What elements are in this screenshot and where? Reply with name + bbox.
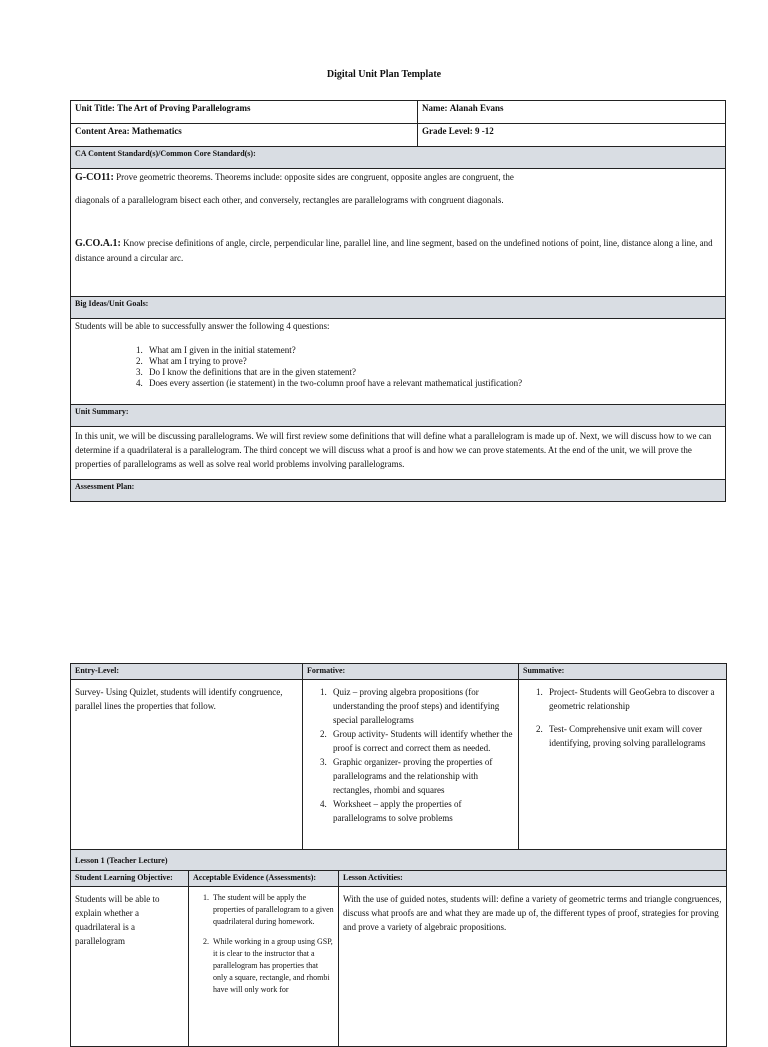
list-item: 1. Quiz – proving algebra propositions (for understanding the proof steps) and identifying special parallelograms [329,685,514,727]
standards-content [71,169,726,297]
g-co11-code: G-CO11: [75,172,114,183]
name-label: Name: [422,103,448,113]
g-coa1-code: G.CO.A.1: [75,238,121,249]
big-ideas-content [71,319,726,405]
summative-cell [519,680,727,850]
activities-text: With the use of guided notes, students will: define a variety of geometric terms and triangle congruences, discuss what proofs are and what they are made up of, the different types of proof, strategies for proving and prove a variety of algebraic propositions. [339,887,727,1047]
unit-plan-table [70,100,726,502]
unit-title-value: The Art of Proving Parallelograms [117,103,251,113]
objective-text: Students will be able to explain whether a quadrilateral is a parallelogram [71,887,189,1047]
assessment-plan-header: Assessment Plan: [71,480,726,502]
formative-list [307,685,514,825]
list-item: 1. What am I given in the initial statement? [145,345,721,356]
unit-title-cell [71,101,418,124]
big-ideas-intro: Students will be able to successfully answer the following 4 questions: [75,321,330,331]
summative-list [523,685,722,750]
list-item: 2. What am I trying to prove? [145,356,721,367]
entry-level-text: Survey- Using Quizlet, students will identify congruence, parallel lines the properties that follow. [71,680,303,850]
list-item: 2. Group activity- Students will identify whether the proof is correct and correct them as needed. [329,727,514,755]
formative-header: Formative: [303,664,519,680]
list-item: 1. The student will be apply the properties of parallelogram to a given quadrilateral during homework. [211,892,334,928]
standards-header: CA Content Standard(s)/Common Core Standard(s): [71,147,726,169]
content-area-value: Mathematics [131,126,182,136]
entry-level-header: Entry-Level: [71,664,303,680]
list-item: 3. Do I know the definitions that are in the given statement? [145,367,721,378]
document-title: Digital Unit Plan Template [326,69,442,80]
g-coa1-text: Know precise definitions of angle, circle, perpendicular line, parallel line, and line segment, based on the undefined notions of point, line, distance along a line, and distance around a circular arc. [75,238,713,263]
formative-cell [303,680,519,850]
unit-summary-header: Unit Summary: [71,405,726,427]
content-area-cell [71,124,418,147]
unit-title-label: Unit Title: [75,103,115,113]
list-item: 1. Project- Students will GeoGebra to discover a geometric relationship [545,685,722,713]
grade-level-cell [418,124,726,147]
list-item: 2. While working in a group using GSP, it is clear to the instructor that a parallelogram has properties that only a square, rectangle, and rhombi have will only work for [211,936,334,996]
big-ideas-header: Big Ideas/Unit Goals: [71,297,726,319]
name-value: Alanah Evans [449,103,504,113]
list-item: 4. Worksheet – apply the properties of parallelograms to solve problems [329,797,514,825]
evidence-header: Acceptable Evidence (Assessments): [189,871,339,887]
list-item: 3. Graphic organizer- proving the properties of parallelograms and the relationship with rectangles, rhombi and squares [329,755,514,797]
content-area-label: Content Area: [75,126,130,136]
unit-summary-text: In this unit, we will be discussing parallelograms. We will first review some definitions that will define what a parallelogram is made up of. Next, we will discuss how to we can determine if a quadrilateral is a parallelogram. The third concept we will discuss what a proof is and how we can prove statements. At the end of the unit, we will prove the properties of parallelograms as well as solve real world problems involving parallelograms. [71,427,726,480]
grade-level-label: Grade Level: [422,126,473,136]
g-co11-text-2: diagonals of a parallelogram bisect each other, and conversely, rectangles are parallelograms with congruent diagonals. [75,195,504,205]
questions-list [75,345,721,389]
g-co11-text-1: Prove geometric theorems. Theorems include: opposite sides are congruent, opposite angles are congruent, the [116,172,514,182]
list-item: 4. Does every assertion (ie statement) in the two-column proof have a relevant mathematical justification? [145,378,721,389]
evidence-list [193,892,334,996]
objective-header: Student Learning Objective: [71,871,189,887]
activities-header: Lesson Activities: [339,871,727,887]
assessment-table [70,663,727,872]
grade-level-value: 9 -12 [475,126,494,136]
list-item: 2. Test- Comprehensive unit exam will cover identifying, proving solving parallelograms [545,722,722,750]
lesson1-table [70,870,727,1047]
lesson1-header: Lesson 1 (Teacher Lecture) [71,850,727,872]
name-cell [418,101,726,124]
summative-header: Summative: [519,664,727,680]
evidence-cell [189,887,339,1047]
